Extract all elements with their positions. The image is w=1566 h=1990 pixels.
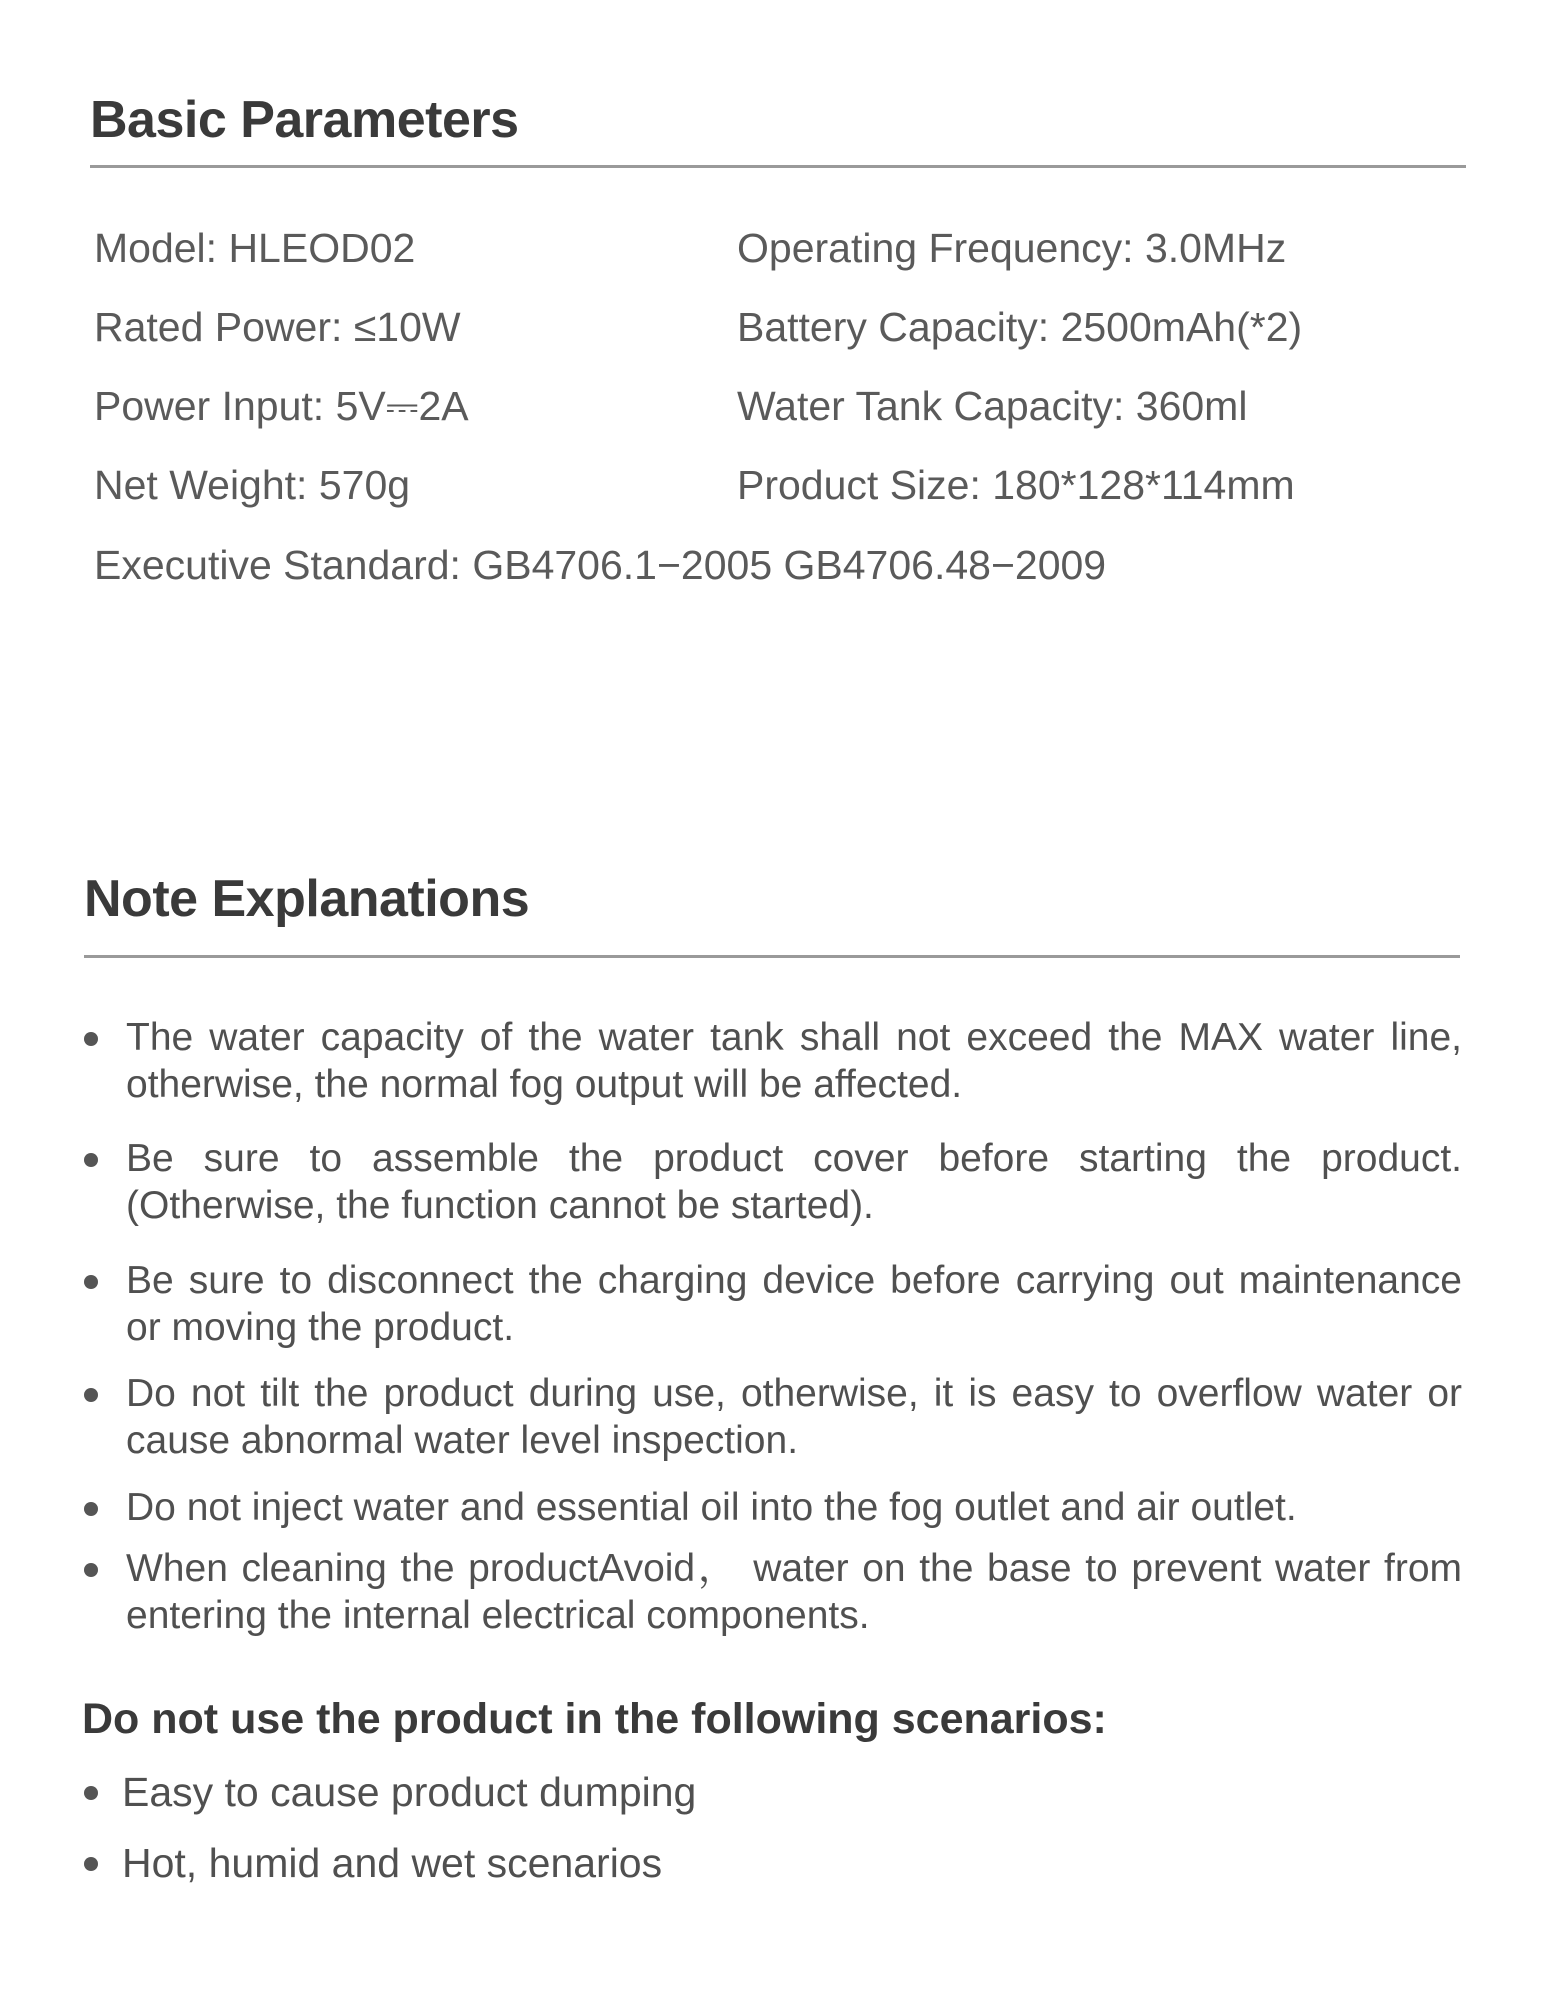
- bullet-icon: [84, 1502, 98, 1516]
- param-product-size: Product Size: 180*128*114mm: [737, 462, 1295, 508]
- note-explanations-title: Note Explanations: [84, 870, 530, 928]
- scenario-item-hot-humid: Hot, humid and wet scenarios: [84, 1843, 662, 1884]
- note-explanations-divider: [84, 955, 1460, 958]
- note-item-no-water-in-outlet: Do not inject water and essential oil into the fog outlet and air outlet.: [84, 1484, 1462, 1531]
- scenario-item-dumping: Easy to cause product dumping: [84, 1772, 696, 1813]
- param-water-tank-capacity: Water Tank Capacity: 360ml: [737, 383, 1248, 429]
- param-rated-power: Rated Power: ≤10W: [94, 304, 461, 350]
- basic-parameters-divider: [90, 165, 1466, 168]
- note-item-cleaning: When cleaning the productAvoid， water on the base to prevent water from entering the internal electrical components.: [84, 1545, 1462, 1639]
- param-battery-capacity: Battery Capacity: 2500mAh(*2): [737, 304, 1303, 350]
- bullet-icon: [84, 1275, 98, 1289]
- note-item-disconnect-charger: Be sure to disconnect the charging device before carrying out maintenance or moving the product.: [84, 1257, 1462, 1351]
- bullet-icon: [84, 1032, 98, 1046]
- param-executive-standard: Executive Standard: GB4706.1−2005 GB4706.48−2009: [94, 542, 1107, 588]
- param-model: Model: HLEOD02: [94, 225, 416, 271]
- note-item-assemble-cover: Be sure to assemble the product cover before starting the product. (Otherwise, the function cannot be started).: [84, 1135, 1462, 1229]
- scenarios-title: Do not use the product in the following scenarios:: [82, 1695, 1107, 1743]
- bullet-icon: [84, 1153, 98, 1167]
- note-item-do-not-tilt: Do not tilt the product during use, otherwise, it is easy to overflow water or cause abnormal water level inspection.: [84, 1370, 1462, 1464]
- param-operating-frequency: Operating Frequency: 3.0MHz: [737, 225, 1287, 271]
- bullet-icon: [84, 1563, 98, 1577]
- param-net-weight: Net Weight: 570g: [94, 462, 411, 508]
- param-power-input: Power Input: 5V⎓2A: [94, 383, 469, 429]
- bullet-icon: [84, 1786, 98, 1800]
- bullet-icon: [84, 1857, 98, 1871]
- note-item-max-water-line: The water capacity of the water tank shall not exceed the MAX water line, otherwise, the normal fog output will be affected.: [84, 1014, 1462, 1108]
- bullet-icon: [84, 1388, 98, 1402]
- basic-parameters-title: Basic Parameters: [90, 91, 519, 149]
